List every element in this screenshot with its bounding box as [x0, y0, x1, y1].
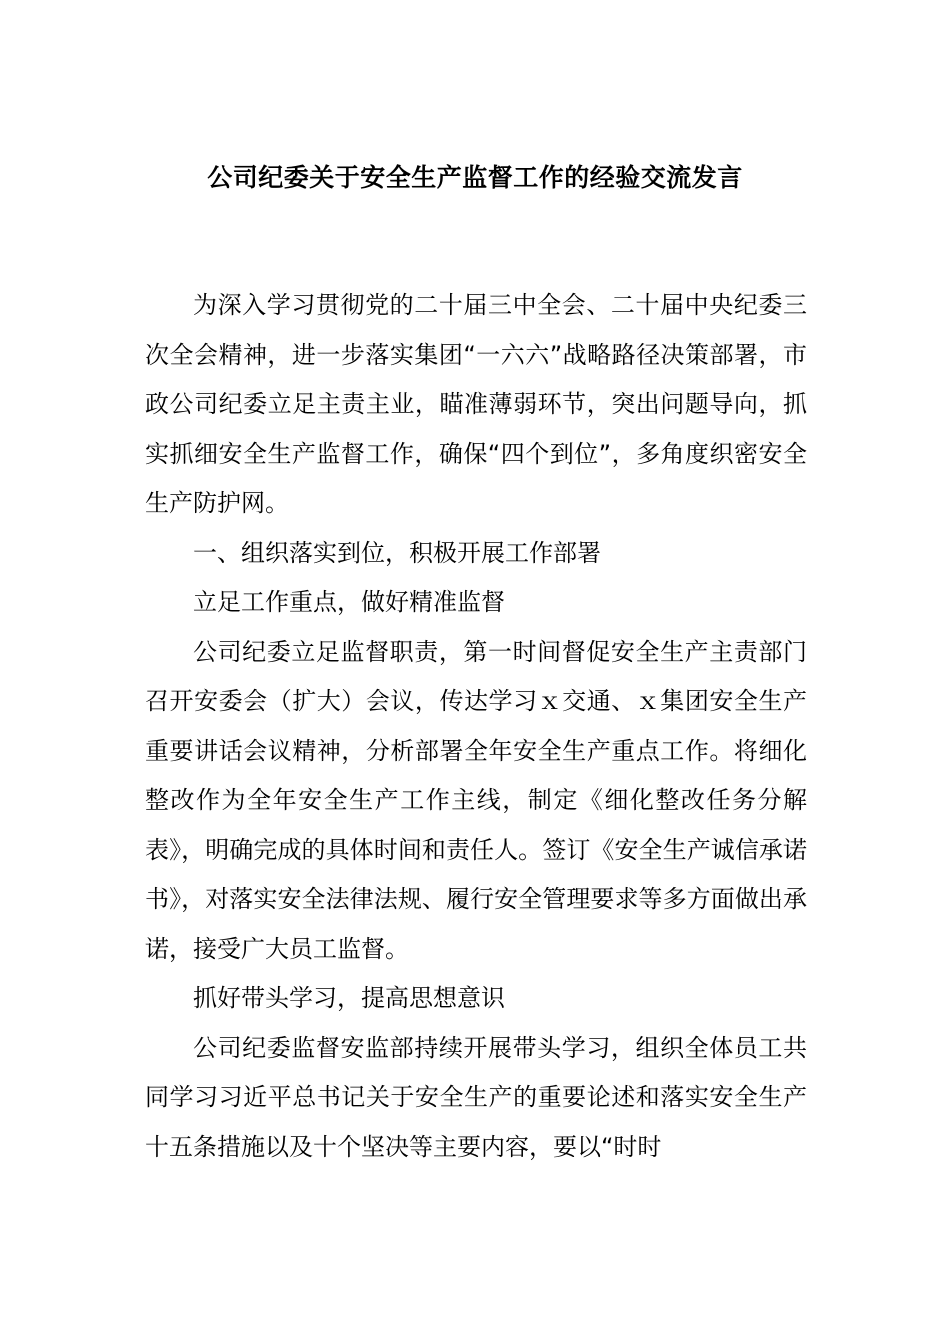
section-heading-1: 一、组织落实到位，积极开展工作部署 [193, 538, 601, 567]
body-paragraph-supervision: 公司纪委立足监督职责，第一时间督促安全生产主责部门召开安委会（扩大）会议，传达学习ｘ交通、ｘ集团安全生产重要讲话会议精神，分析部署全年安全生产重点工作。将细化整改作为全年安全生产工作主线，制定《细化整改任务分解表》，明确完成的具体时间和责任人。签订《安全生产诚信承诺书》，对落实安全法律法规、履行安全管理要求等多方面做出承诺，接受广大员工监督。 [145, 637, 807, 963]
subheading-precise-supervision: 立足工作重点，做好精准监督 [193, 588, 505, 616]
document-title: 公司纪委关于安全生产监督工作的经验交流发言 [207, 163, 743, 192]
intro-paragraph: 为深入学习贯彻党的二十届三中全会、二十届中央纪委三次全会精神，进一步落实集团“一六六”战略路径决策部署，市政公司纪委立足主责主业，瞄准薄弱环节，突出问题导向，抓实抓细安全生产监督工作，确保“四个到位”，多角度织密安全生产防护网。 [145, 291, 807, 517]
document-body [145, 281, 807, 1172]
subheading-lead-learning: 抓好带头学习，提高思想意识 [193, 984, 505, 1012]
body-paragraph-learning: 公司纪委监督安监部持续开展带头学习，组织全体员工共同学习习近平总书记关于安全生产的重要论述和落实安全生产十五条措施以及十个坚决等主要内容，要以“时时 [145, 1033, 807, 1161]
